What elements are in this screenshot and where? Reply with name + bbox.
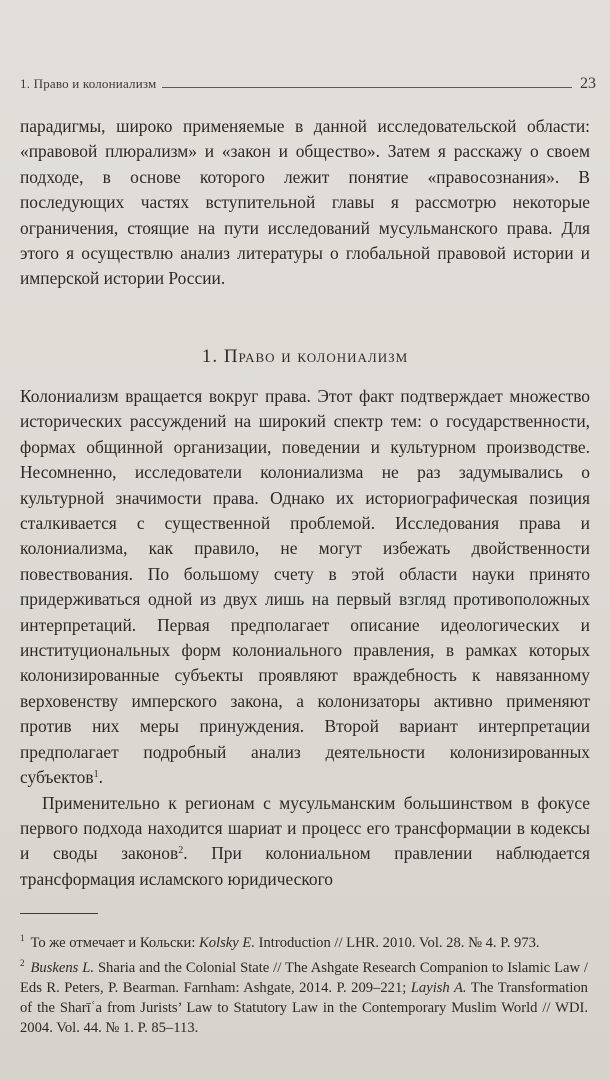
page-number: 23 (580, 75, 596, 92)
body-paragraph-2-text-a: Применительно к регионам с мусульманским большинством в фокусе первого подхода находится шариат и процесс его трансформации в кодексы и своды законов (20, 792, 590, 864)
body-paragraph-1-text: Колониализм вращается вокруг права. Этот факт подтверждает множество исторических рассуждений на широкий спектр тем: о государственности, формах общинной организации, поведении и культурном производстве. Несомненно, исследователи колониализма не раз задумывались о культурной значимости права. Однако их историографическая позиция сталкивается с существенной проблемой. Исследования права и колониализма, как правило, не могут избежать двойственности повествования. По большому счету в этой области науки принято придерживаться одной из двух лишь на первый взгляд противоположных интерпретаций. Первая предполагает описание идеологических и институциональных форм колониального правления, в рамках которых колонизированные субъекты проявляют враждебность к навязанному верховенству имперского закона, а колонизаторы активно применяют против них меры принуждения. Второй вариант интерпретации предполагает подробный анализ деятельности колонизированных субъектов (20, 386, 590, 788)
intro-paragraph-block (20, 114, 590, 292)
footnote-2-number: 2 (20, 958, 25, 968)
footnote-separator (20, 913, 98, 914)
footnote-2-author-1: Buskens L. (30, 960, 95, 976)
footnote-1-author: Kolsky E. (199, 935, 255, 951)
footnote-1-text-b: Introduction // LHR. 2010. Vol. 28. № 4. P. 973. (254, 935, 540, 951)
running-head-title: 1. Право и колониализм (20, 76, 157, 91)
body-paragraph-2 (20, 791, 590, 893)
footnote-2-text-a: Sharia and the Colonial State // The Ashgate Research Companion to Islamic Law / Eds R. Peters, P. Bearman. Farnham: Ashgate, 2014. P. 209–221; (20, 960, 588, 996)
running-head (20, 72, 596, 94)
footnote-2-text-b: The Transformation of the Sharīʿa from Jurists’ Law to Statutory Law in the Contemporary Muslim World // WDI. 2004. Vol. 44. № 1. P. 85–113. (20, 980, 588, 1036)
section-body (20, 384, 590, 892)
footnote-ref-1: 1 (93, 769, 99, 781)
footnote-2 (20, 953, 588, 1038)
section-heading: 1. Право и колониализм (201, 346, 409, 367)
body-paragraph-2-text-b: . При колониальном правлении наблюдается трансформация исламского юридического (20, 843, 590, 889)
intro-paragraph: парадигмы, широко применяемые в данной исследовательской области: «правовой плюрализм» и «закон и общество». Затем я расскажу о своем подходе, в основе которого лежит понятие «правосознания». В последующих частях вступительной главы я рассмотрю некоторые ограничения, стоящие на пути исследований мусульманского права. Для этого я осуществлю анализ литературы о глобальной правовой истории и имперской истории России. (20, 116, 590, 289)
running-head-rule (162, 87, 572, 88)
footnote-2-author-2: Layish A. (410, 980, 467, 996)
footnote-1 (20, 928, 588, 953)
footnote-1-number: 1 (20, 933, 25, 943)
footnote-ref-2: 2 (178, 845, 184, 857)
footnote-1-text-a: То же отмечает и Кольски: (30, 935, 200, 951)
footnotes (20, 928, 588, 1038)
body-paragraph-1: Колониализм вращается вокруг права. Этот факт подтверждает множество исторических рассуждений на широкий спектр тем: о государственности, формах общинной организации, поведении и культурном производстве. Несомненно, исследователи колониализма не раз задумывались о культурной значимости права. Однако их историографическая позиция сталкивается с существенной проблемой. Исследования права и колониализма, как правило, не могут избежать двойственности повествования. По большому счету в этой области науки принято придерживаться одной из двух лишь на первый взгляд противоположных интерпретаций. Первая предполагает описание идеологических и институциональных форм колониального правления, в рамках которых колонизированные субъекты проявляют враждебность к навязанному верховенству имперского закона, а колонизаторы активно применяют против них меры принуждения. Второй вариант интерпретации предполагает подробный анализ деятельности колонизированных субъектов$^1$. (20, 386, 590, 788)
